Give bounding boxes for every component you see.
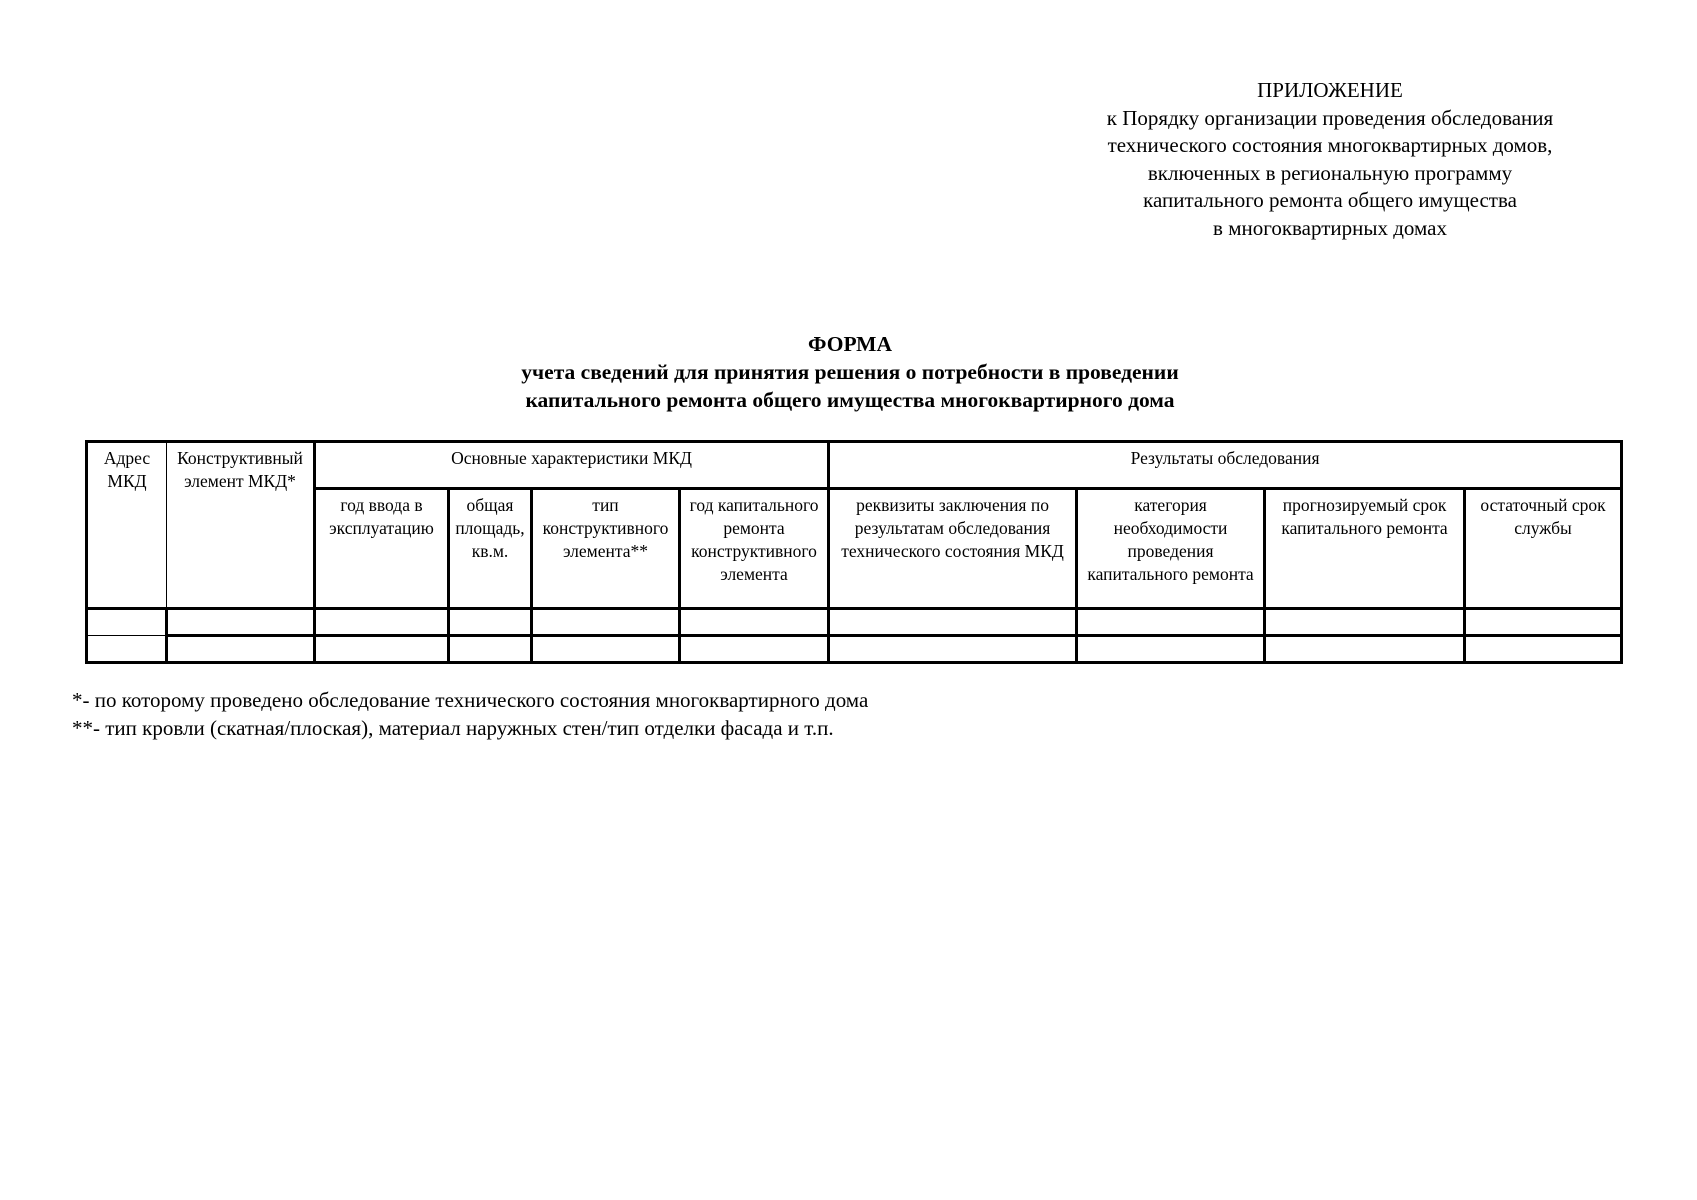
table-cell[interactable] xyxy=(315,636,449,663)
table-row xyxy=(87,636,1622,663)
appendix-heading: ПРИЛОЖЕНИЕ xyxy=(1257,78,1403,102)
header-residual-service-life: остаточный срок службы xyxy=(1465,489,1622,609)
table-cell[interactable] xyxy=(167,636,315,663)
table-cell[interactable] xyxy=(829,609,1077,636)
form-subtitle-line: учета сведений для принятия решения о потребности в проведении xyxy=(521,360,1179,384)
table-cell[interactable] xyxy=(167,609,315,636)
appendix-block xyxy=(1050,77,1610,242)
appendix-line: в многоквартирных домах xyxy=(1213,215,1447,240)
form-subtitle-line: капитального ремонта общего имущества многоквартирного дома xyxy=(525,388,1175,412)
table-cell[interactable] xyxy=(680,609,829,636)
table-column-header-row xyxy=(87,489,1622,609)
header-element: Конструктивный элемент МКД* xyxy=(167,442,315,609)
footnotes xyxy=(72,686,868,742)
header-group-characteristics: Основные характеристики МКД xyxy=(315,442,829,489)
header-repair-category: категория необходимости проведения капитального ремонта xyxy=(1077,489,1265,609)
table-cell[interactable] xyxy=(87,636,167,663)
table-cell[interactable] xyxy=(1465,609,1622,636)
appendix-line: капитального ремонта общего имущества xyxy=(1143,188,1517,212)
header-forecast-repair-term: прогнозируемый срок капитального ремонта xyxy=(1265,489,1465,609)
table-cell[interactable] xyxy=(680,636,829,663)
header-address: Адрес МКД xyxy=(87,442,167,609)
footnote-single-asterisk: *- по которому проведено обследование технического состояния многоквартирного дома xyxy=(72,688,869,712)
header-conclusion-details: реквизиты заключения по результатам обследования технического состояния МКД xyxy=(829,489,1077,609)
form-table xyxy=(85,440,1623,664)
table-cell[interactable] xyxy=(532,636,680,663)
table-cell[interactable] xyxy=(532,609,680,636)
table-cell[interactable] xyxy=(1077,636,1265,663)
form-title: ФОРМА xyxy=(808,332,892,356)
appendix-line: включенных в региональную программу xyxy=(1147,160,1513,185)
table-cell[interactable] xyxy=(829,636,1077,663)
header-group-results: Результаты обследования xyxy=(829,442,1622,489)
table-cell[interactable] xyxy=(315,609,449,636)
appendix-line: к Порядку организации проведения обследования xyxy=(1106,105,1554,130)
table-row xyxy=(87,609,1622,636)
table-cell[interactable] xyxy=(1077,609,1265,636)
table-cell[interactable] xyxy=(1265,609,1465,636)
table-cell[interactable] xyxy=(1265,636,1465,663)
header-commission-year: год ввода в эксплуатацию xyxy=(315,489,449,609)
appendix-line: технического состояния многоквартирных домов, xyxy=(1107,133,1553,157)
table-cell[interactable] xyxy=(1465,636,1622,663)
header-element-type: тип конструктивного элемента** xyxy=(532,489,680,609)
table-cell[interactable] xyxy=(87,609,167,636)
header-repair-year: год капитального ремонта конструктивного элемента xyxy=(680,489,829,609)
table-cell[interactable] xyxy=(449,609,532,636)
header-total-area: общая площадь, кв.м. xyxy=(449,489,532,609)
form-title-block xyxy=(400,330,1300,414)
table-cell[interactable] xyxy=(449,636,532,663)
footnote-double-asterisk: **- тип кровли (скатная/плоская), материал наружных стен/тип отделки фасада и т.п. xyxy=(72,716,834,740)
table-group-header-row xyxy=(87,442,1622,489)
